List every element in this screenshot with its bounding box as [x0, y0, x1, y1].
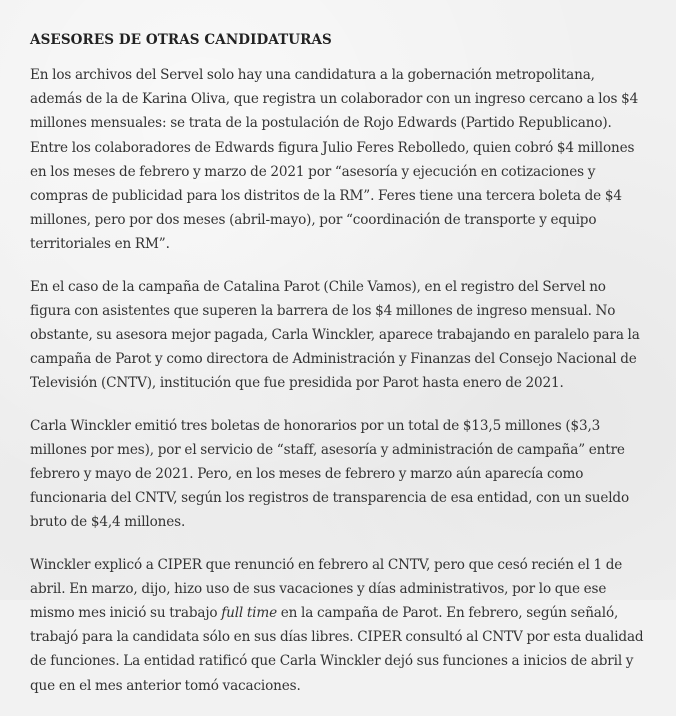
paragraph-servel-edwards: En los archivos del Servel solo hay una candidatura a la gobernación metropolitana, además de la de Karina Oliva, que registra un colaborador con un ingreso cercano a los $4 millones mensuales: se trata de la postulación de Rojo Edwards (Partido Republicano). Entre los colaboradores de Edwards figura Julio Feres Rebolledo, quien cobró $4 millones en los meses de febrero y marzo de 2021 por “asesoría y ejecución en cotizaciones y compras de publicidad para los distritos de la RM”. Feres tiene una tercera boleta de $4 millones, pero por dos meses (abril-mayo), por “coordinación de transporte y equipo territoriales en RM”. — [30, 67, 639, 253]
paragraph-winckler-explanation — [30, 553, 650, 698]
paragraph-winckler-boletas: Carla Winckler emitió tres boletas de honorarios por un total de $13,5 millones ($3,3 millones por mes), por el servicio de “staff, asesoría y administración de campaña” entre febrero y mayo de 2021. Pero, en los meses de febrero y marzo aún aparecía como funcionaria del CNTV, según los registros de transparencia de esa entidad, con un sueldo bruto de $4,4 millones. — [30, 417, 630, 531]
paragraph-text-after: en la campaña de Parot. En febrero, según señaló, trabajó para la candidata sólo en sus días libres. CIPER consultó al CNTV por esta dualidad de funciones. La entidad ratificó que Carla Winckler dejó sus funciones a inicios de abril y que en el mes anterior tomó vacaciones. — [30, 605, 644, 694]
paragraph-parot-campaign: En el caso de la campaña de Catalina Parot (Chile Vamos), en el registro del Servel no figura con asistentes que superen la barrera de los $4 millones de ingreso mensual. No obstante, su asesora mejor pagada, Carla Winckler, aparece trabajando en paralelo para la campaña de Parot y como directora de Administración y Finanzas del Consejo Nacional de Televisión (CNTV), institución que fue presidida por Parot hasta enero de 2021. — [30, 278, 640, 392]
italic-phrase: full time — [221, 605, 278, 622]
article-body — [30, 30, 650, 716]
section-heading: ASESORES DE OTRAS CANDIDATURAS — [30, 32, 332, 48]
paragraph-text-before: Winckler explicó a CIPER que renunció en febrero al CNTV, pero que cesó recién el 1 de abril. En marzo, dijo, hizo uso de sus vacaciones y días administrativos, por lo que ese mismo mes inició su trabajo — [30, 556, 623, 622]
